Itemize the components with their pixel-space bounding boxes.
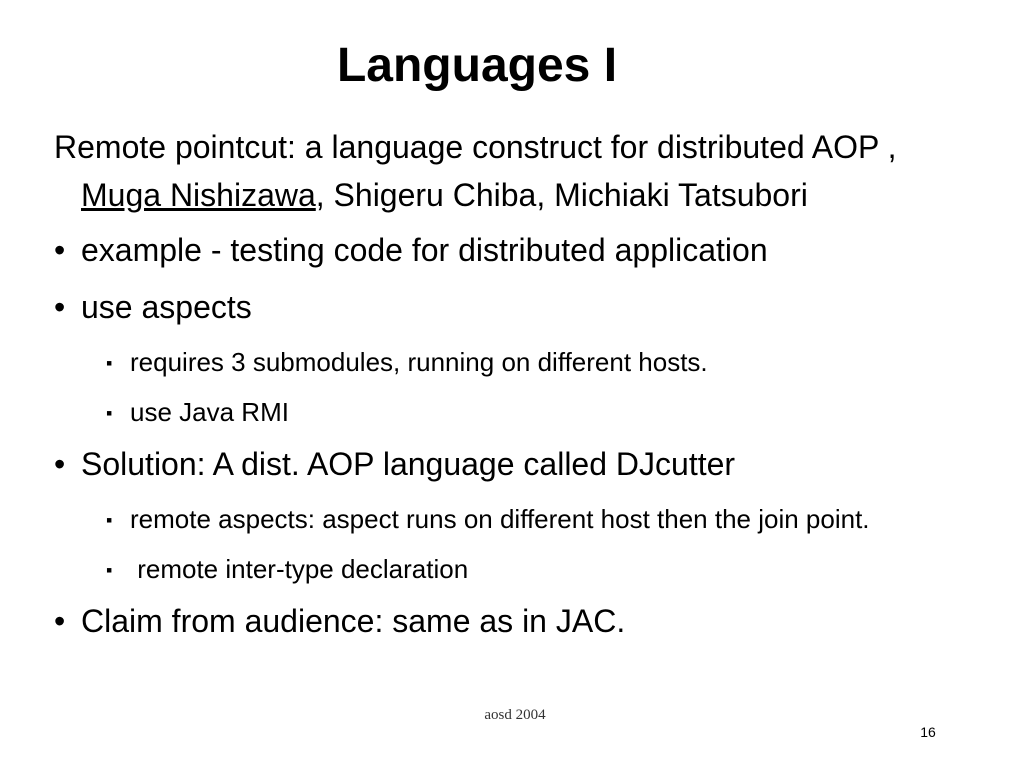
bullet-dot: •	[54, 603, 66, 639]
sub-bullet-text: remote aspects: aspect runs on different host then the join point.	[130, 504, 870, 534]
footer-text: aosd 2004	[484, 707, 546, 723]
sub-bullet-item	[106, 498, 984, 542]
bullet-item-1	[54, 227, 984, 274]
sub-bullet-item	[106, 391, 984, 435]
bullet-dot: •	[54, 446, 66, 482]
sub-bullet-item	[106, 341, 984, 385]
page-number: 16	[920, 724, 936, 740]
bullet-item-4	[54, 598, 984, 645]
underlined-author: Muga Nishizawa	[81, 177, 316, 213]
bullet-dot: •	[54, 232, 66, 268]
sub-bullet-square: ▪	[106, 353, 113, 373]
bullet-dot: •	[54, 289, 66, 325]
sub-bullet-text: remote inter-type declaration	[130, 554, 469, 584]
bullet-text: Solution: A dist. AOP language called DJcutter	[81, 446, 736, 482]
title-text: Languages I	[336, 39, 618, 92]
sub-bullet-item	[106, 548, 984, 592]
intro-text-before: Remote pointcut: a language construct for distributed AOP ,	[54, 129, 897, 165]
bullet-text: use aspects	[81, 289, 252, 325]
bullet-item-2	[54, 284, 984, 331]
sub-bullet-text: use Java RMI	[130, 397, 289, 427]
slide-body	[54, 123, 984, 655]
bullet-item-3	[54, 441, 984, 488]
sub-bullet-square: ▪	[106, 403, 113, 423]
slide-title	[0, 36, 1024, 96]
intro-paragraph	[54, 123, 984, 219]
bullet-text: Claim from audience: same as in JAC.	[81, 603, 626, 639]
sub-bullet-square: ▪	[106, 560, 113, 580]
bullet-text: example - testing code for distributed application	[81, 232, 768, 268]
sub-bullet-text: requires 3 submodules, running on different hosts.	[130, 347, 708, 377]
intro-text-after: , Shigeru Chiba, Michiaki Tatsubori	[315, 177, 808, 213]
sub-bullet-square: ▪	[106, 510, 113, 530]
